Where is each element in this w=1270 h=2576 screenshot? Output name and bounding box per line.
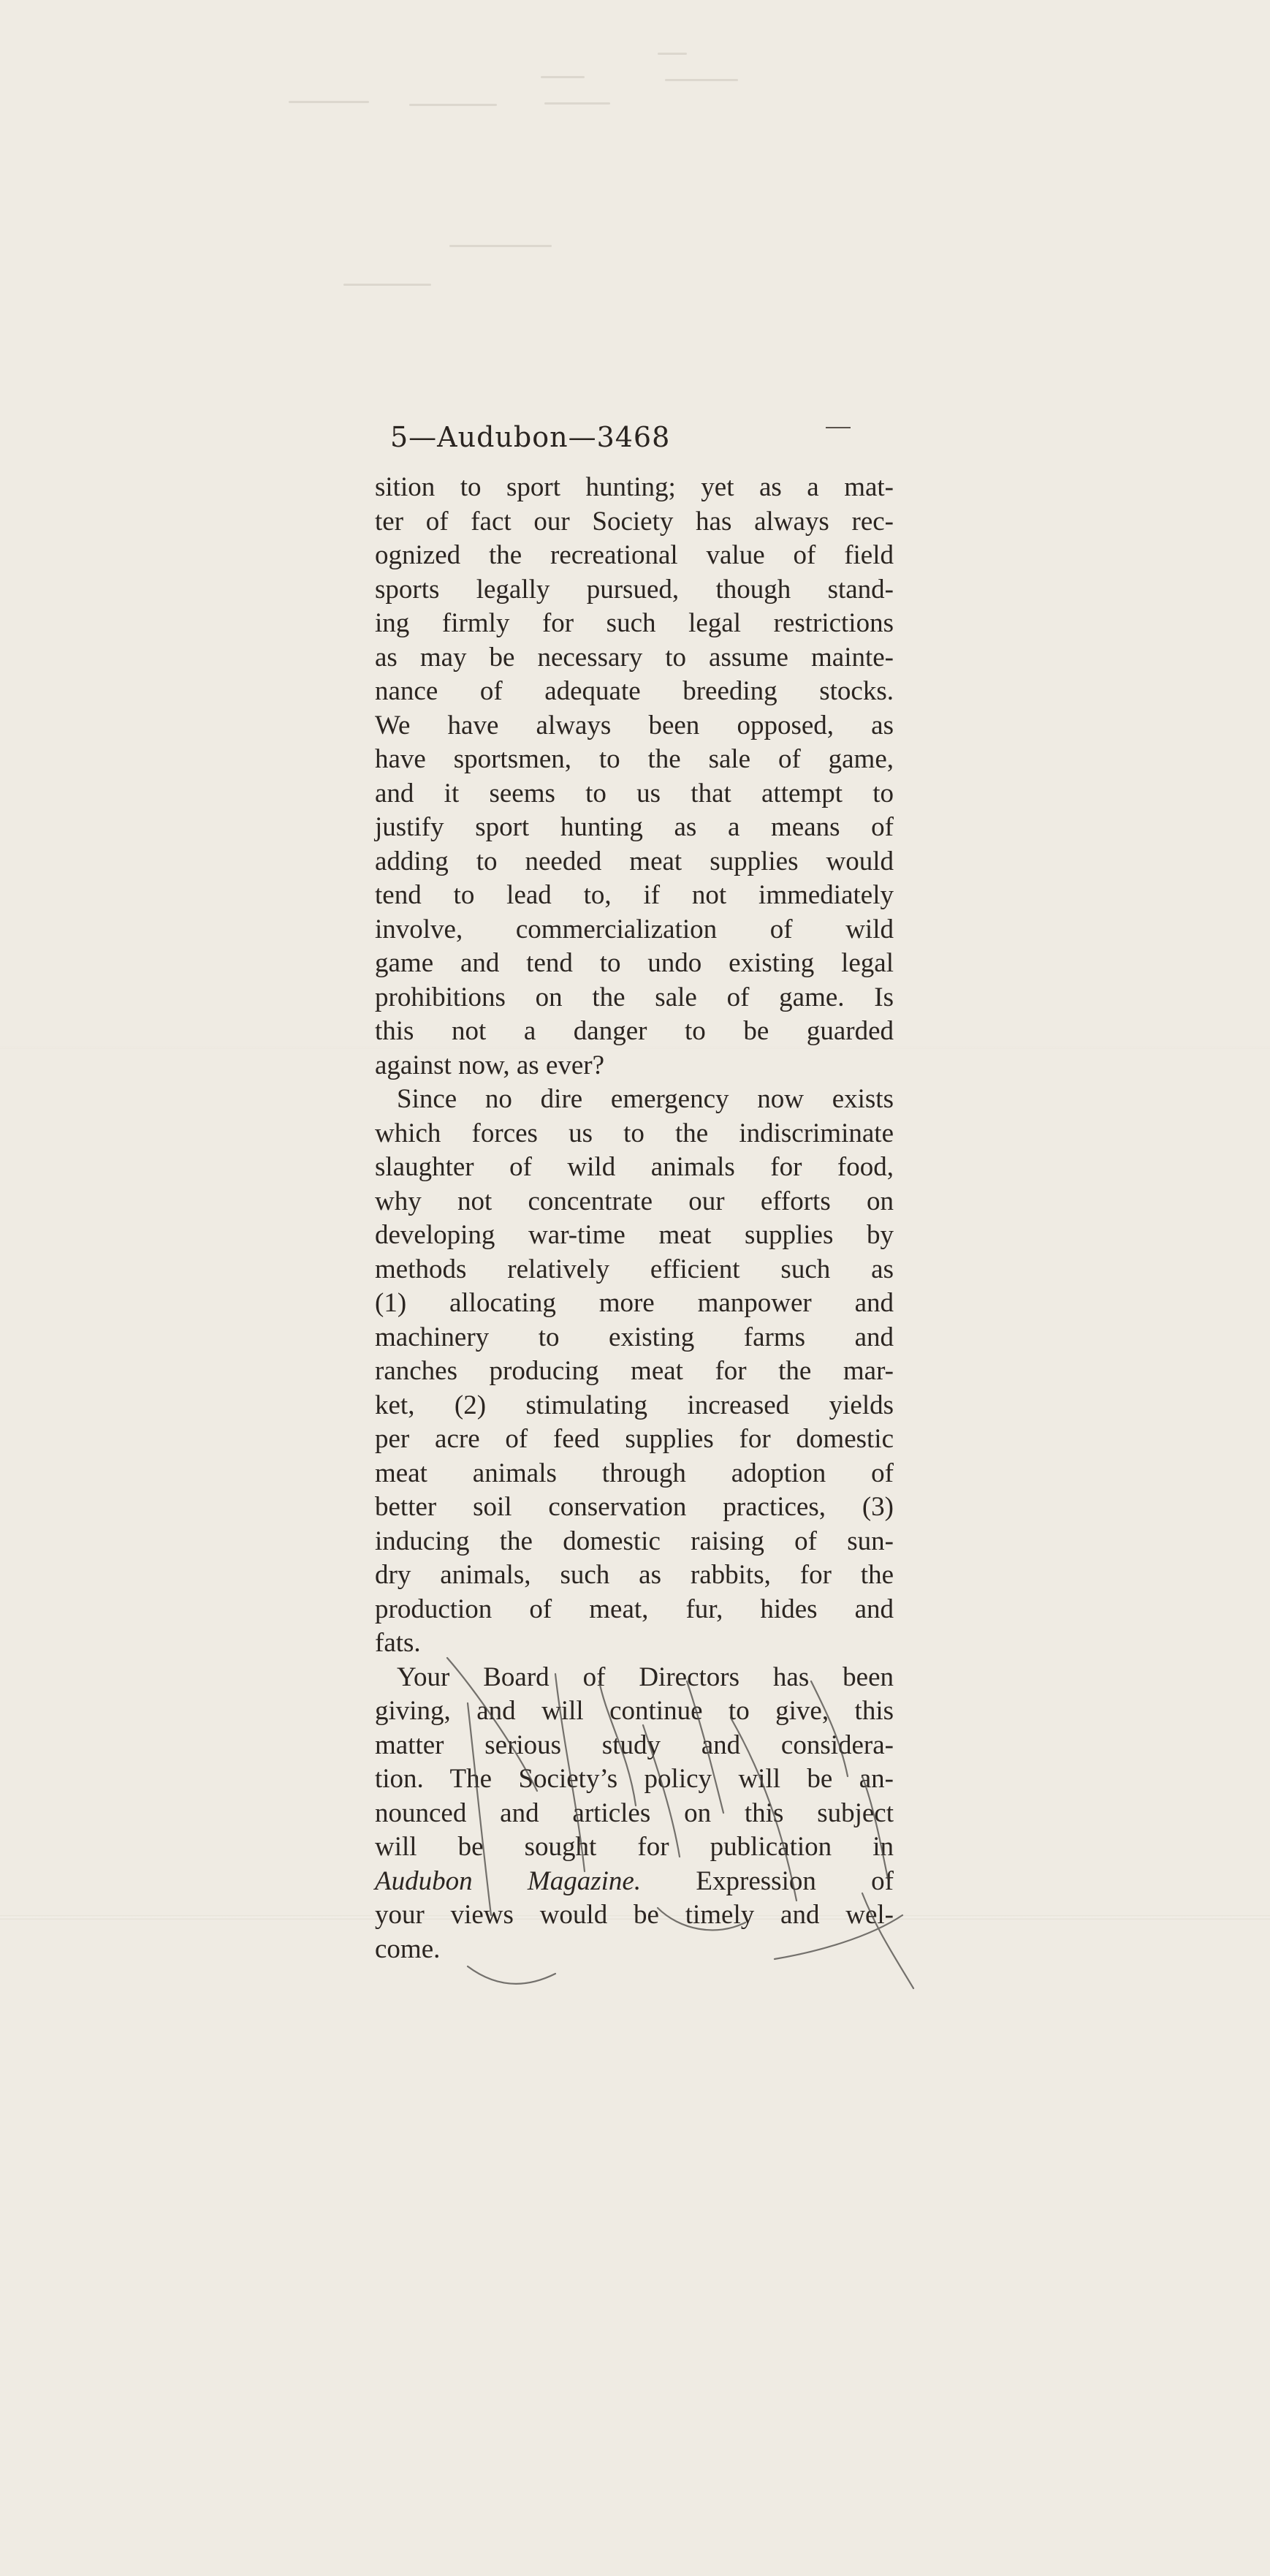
text-line: ing firmly for such legal restrictions (375, 608, 894, 638)
text-line: as may be necessary to assume mainte- (375, 642, 894, 673)
margin-dash-mark (826, 427, 851, 428)
text-line: sports legally pursued, though stand- (375, 574, 894, 605)
text-line: developing war-time meat supplies by (375, 1220, 894, 1250)
text-line: nounced and articles on this subject (375, 1797, 894, 1828)
text-line: giving, and will continue to give, this (375, 1696, 894, 1726)
text-line: fats. (375, 1628, 421, 1658)
text-line: per acre of feed supplies for domestic (375, 1424, 894, 1454)
text-line: production of meat, fur, hides and (375, 1594, 894, 1624)
text-column (375, 471, 894, 1966)
text-line: involve, commercialization of wild (375, 914, 894, 944)
text-line: machinery to existing farms and (375, 1322, 894, 1352)
show-through-mark (289, 101, 369, 103)
text-line: your views would be timely and wel- (375, 1900, 894, 1930)
text-line: come. (375, 1933, 441, 1964)
text-line: ognized the recreational value of field (375, 540, 894, 570)
show-through-mark (409, 104, 497, 106)
text-line: Since no dire emergency now exists (397, 1084, 894, 1114)
show-through-mark (658, 53, 687, 55)
text-line: We have always been opposed, as (375, 710, 894, 740)
text-line: Your Board of Directors has been (397, 1662, 894, 1692)
text-line: ranches producing meat for the mar- (375, 1356, 894, 1386)
text-line: sition to sport hunting; yet as a mat- (375, 472, 894, 502)
text-line: dry animals, such as rabbits, for the (375, 1560, 894, 1590)
page-header: 5—Audubon—3468 (390, 421, 671, 453)
text-line: ket, (2) stimulating increased yields (375, 1390, 894, 1420)
text-line: tend to lead to, if not immediately (375, 880, 894, 910)
text-line: ter of fact our Society has always rec- (375, 506, 894, 537)
text-line: will be sought for publication in (375, 1832, 894, 1862)
text-line: adding to needed meat supplies would (375, 846, 894, 876)
text-line: against now, as ever? (375, 1050, 605, 1080)
text-line: why not concentrate our efforts on (375, 1186, 894, 1216)
text-line: have sportsmen, to the sale of game, (375, 744, 894, 774)
magazine-title: Audubon Magazine. (375, 1865, 642, 1896)
text-line: better soil conservation practices, (3) (375, 1492, 894, 1522)
text-line: inducing the domestic raising of sun- (375, 1526, 894, 1556)
text-line: prohibitions on the sale of game. Is (375, 982, 894, 1012)
show-through-mark (665, 79, 738, 81)
text-line: game and tend to undo existing legal (375, 948, 894, 978)
text-line: and it seems to us that attempt to (375, 778, 894, 808)
show-through-mark (544, 102, 610, 105)
text-line: which forces us to the indiscriminate (375, 1118, 894, 1148)
text-line: matter serious study and considera- (375, 1730, 894, 1760)
show-through-mark (449, 245, 552, 247)
text-line: this not a danger to be guarded (375, 1016, 894, 1046)
text-line: meat animals through adoption of (375, 1458, 894, 1488)
show-through-mark (541, 76, 585, 78)
text-line: justify sport hunting as a means of (375, 812, 894, 842)
text-line: Audubon Magazine. Expression of (375, 1865, 894, 1896)
text-line: nance of adequate breeding stocks. (375, 676, 894, 706)
text-line: tion. The Society’s policy will be an- (375, 1764, 894, 1794)
show-through-mark (343, 284, 431, 286)
text-line: (1) allocating more manpower and (375, 1288, 894, 1318)
text-line: methods relatively efficient such as (375, 1254, 894, 1284)
text-line: slaughter of wild animals for food, (375, 1152, 894, 1182)
